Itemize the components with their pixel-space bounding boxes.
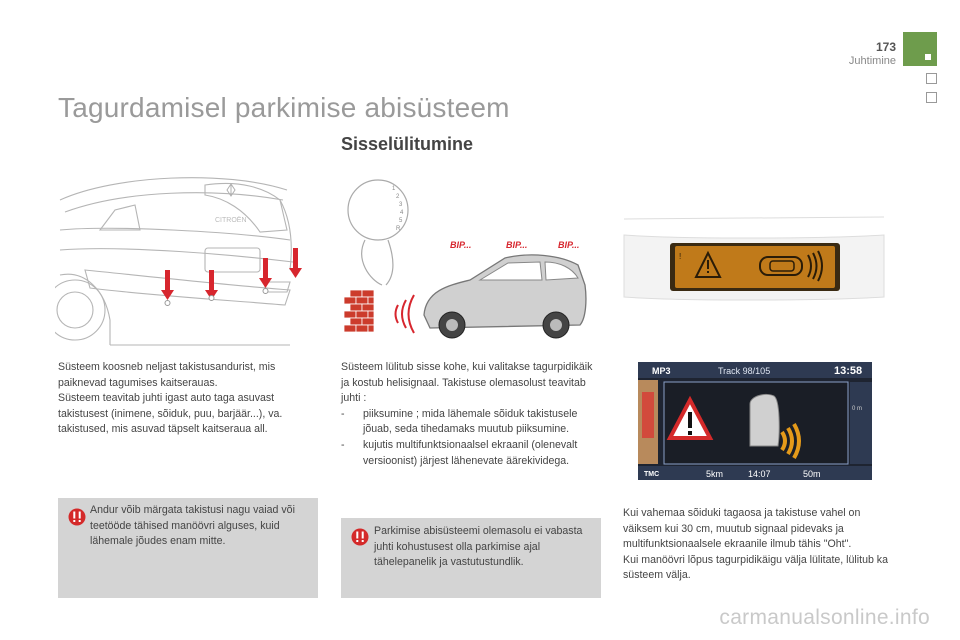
middle-column-text — [341, 360, 601, 469]
display-distance-2: 50m — [803, 469, 821, 479]
cluster-indicator: ! — [679, 252, 682, 261]
chapter-tab-marker — [925, 54, 931, 60]
display-clock: 13:58 — [834, 365, 863, 377]
chapter-tab-active[interactable] — [903, 32, 937, 66]
gear-number: 3 — [399, 202, 403, 208]
display-distance-1: 5km — [706, 469, 724, 479]
display-eta: 14:07 — [748, 469, 771, 479]
bullet-item — [341, 438, 601, 469]
section-subtitle: Sisselülitumine — [341, 134, 474, 154]
warning-note-middle — [341, 518, 601, 598]
section-name: Juhtimine — [848, 55, 896, 67]
bullet-text: piiksumine ; mida lähemale sõiduk takistusele jõuab, seda tihedamaks muutub piiksumine. — [363, 407, 578, 436]
beep-label: BIP... — [506, 240, 528, 250]
warning-note-left — [58, 498, 318, 598]
gear-number: 1 — [392, 186, 396, 192]
instrument-cluster-illustration — [620, 215, 888, 305]
gear-number: R — [396, 226, 401, 232]
beep-label: BIP... — [558, 240, 580, 250]
left-column-text — [58, 360, 320, 438]
chapter-tab[interactable] — [926, 73, 937, 84]
warning-note-text: Parkimise abisüsteemi olemasolu ei vabasta juhti kohustusest olla parkimise ajal tähelepanelik ja vastutustundlik. — [374, 525, 583, 569]
gear-number: 4 — [400, 210, 404, 216]
warning-icon — [68, 508, 86, 526]
right-paragraph-1: Kui vahemaa sõiduki tagaosa ja takistuse vahel on väiksem kui 30 cm, muutub signaal pidevaks ja multifunktsionaalsele ekraanile ilmub tähis "Oht". — [623, 507, 861, 551]
gear-number: 5 — [399, 218, 403, 224]
gear-number: 2 — [396, 194, 400, 200]
right-column-text — [623, 506, 888, 584]
bullet-dash: - — [341, 438, 345, 451]
bullet-item — [341, 407, 601, 438]
warning-icon — [351, 528, 369, 546]
left-paragraph-1: Süsteem koosneb neljast takistusandurist, mis paiknevad tagumises kaitserauas. — [58, 361, 276, 389]
left-paragraph-2: Süsteem teavitab juhti igast auto taga asuvast takistusest (inimene, sõiduk, puu, barjäär...), va. takistused, mis asuvad täpselt kaitseraua all. — [58, 392, 283, 436]
multifunction-screen-illustration — [638, 362, 872, 480]
page-number: 173 — [875, 40, 896, 54]
display-source: MP3 — [652, 366, 671, 376]
right-paragraph-2: Kui manöövri lõpus tagurpidikäigu välja lülitate, lülitub ka süsteem välja. — [623, 553, 888, 582]
display-track: Track 98/105 — [718, 366, 771, 376]
page-title: Tagurdamisel parkimise abisüsteem — [58, 92, 510, 123]
display-tmc: TMC — [644, 471, 660, 478]
warning-note-text: Andur võib märgata takistusi nagu vaiad või teetööde tähised manöövri alguses, kuid lähemale jõudes enam mitte. — [90, 504, 295, 548]
bullet-text: kujutis multifunktsionaalsel ekraanil (olenevalt versioonist) järjest lähenevate äärekividega. — [363, 438, 578, 467]
car-logo-text: CITROËN — [215, 217, 247, 224]
middle-intro: Süsteem lülitub sisse kohe, kui valitakse tagurpidikäik ja kostub helisignaal. Takistuse olemasolust teavitab juhti : — [341, 361, 593, 405]
bullet-dash: - — [341, 407, 345, 420]
chapter-tab[interactable] — [926, 92, 937, 103]
display-side-label: 0 m — [852, 406, 863, 412]
beep-label: BIP... — [450, 240, 472, 250]
watermark: carmanualsonline.info — [719, 606, 930, 629]
rear-sensors-illustration — [55, 170, 305, 350]
reverse-gear-illustration — [340, 170, 600, 340]
